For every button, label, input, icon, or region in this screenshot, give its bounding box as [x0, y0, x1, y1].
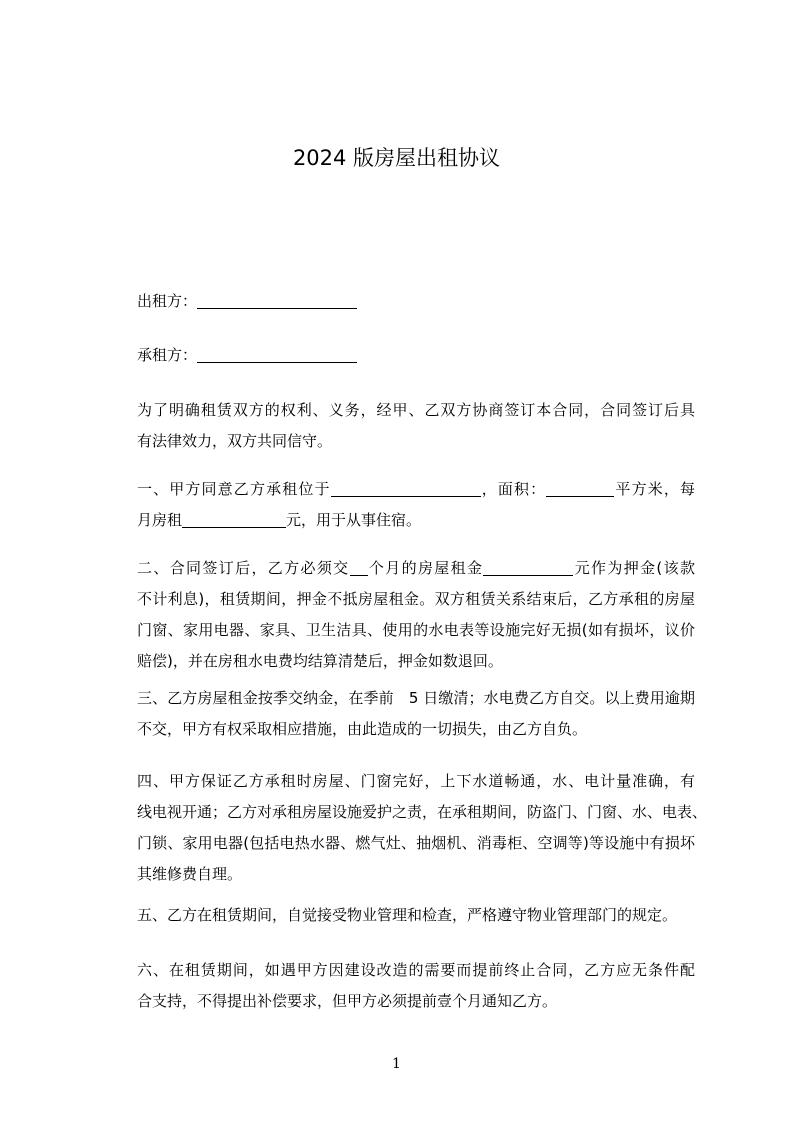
- lessor-label: 出租方：: [137, 292, 198, 310]
- lessee-field: [137, 345, 357, 365]
- clause-1: [99, 474, 695, 536]
- clause-6: [99, 955, 695, 1017]
- clause-1-line-2: [99, 505, 695, 536]
- lessee-label: 承租方：: [137, 346, 198, 364]
- clause-1-text-a: 一、甲方同意乙方承租位于: [137, 480, 331, 498]
- clause-2-line-4: 赔偿)，并在房租水电费均结算清楚后，押金如数退回。: [137, 652, 503, 670]
- intro-line-1: 为了明确租赁双方的权利、义务，经甲、乙双方协商签订本合同，合同签订后具: [137, 401, 695, 419]
- clause-2-line-2: 不计利息)，租赁期间，押金不抵房屋租金。双方租赁关系结束后，乙方承租的房屋: [137, 590, 695, 608]
- intro-paragraph: [99, 395, 695, 457]
- clause-3-line-1: 三、乙方房屋租金按季交纳金，在季前 5 日缴清；水电费乙方自交。以上费用逾期: [137, 689, 695, 707]
- clause-2-line-1: [99, 553, 695, 584]
- months-blank: [350, 559, 368, 576]
- intro-line-2: 有法律效力，双方共同信守。: [137, 432, 333, 450]
- clause-3: [99, 683, 695, 745]
- clause-4-line-3: 门锁、家用电器(包括电热水器、燃气灶、抽烟机、消毒柜、空调等)等设施中有损坏: [137, 834, 695, 852]
- clause-6-line-2: 合支持，不得提出补偿要求，但甲方必须提前壹个月通知乙方。: [137, 992, 558, 1010]
- clause-4-line-4: 其维修费自理。: [137, 865, 243, 883]
- page-number: 1: [392, 1056, 401, 1072]
- clause-2-text-a: 二、合同签订后，乙方必须交: [137, 559, 350, 577]
- document-title: 2024 版房屋出租协议: [292, 146, 501, 170]
- clause-1-text-c: 平方米，每: [614, 480, 695, 498]
- clause-4-line-1: 四、甲方保证乙方承租时房屋、门窗完好，上下水道畅通，水、电计量准确，有: [137, 772, 695, 790]
- clause-1-text-b: ，面积：: [480, 480, 547, 498]
- clause-4-line-2: 线电视开通；乙方对承租房屋设施爱护之责，在承租期间，防盗门、门窗、水、电表、: [137, 803, 708, 821]
- clause-6-line-1: 六、在租赁期间，如遇甲方因建设改造的需要而提前终止合同，乙方应无条件配: [137, 961, 695, 979]
- clause-4: [99, 766, 708, 890]
- clause-1-line-1: [99, 474, 695, 505]
- clause-2: [99, 553, 695, 677]
- lessor-blank: [197, 292, 357, 309]
- area-blank: [546, 480, 614, 497]
- clause-2-text-c: 元作为押金(该款: [573, 559, 695, 577]
- monthly-rent-blank: [182, 511, 286, 528]
- lessor-field: [137, 291, 357, 311]
- clause-2-line-3: 门窗、家用电器、家具、卫生洁具、使用的水电表等设施完好无损(如有损坏，议价: [137, 621, 695, 639]
- clause-5: [99, 900, 695, 931]
- clause-2-text-b: 个月的房屋租金: [367, 559, 484, 577]
- clause-1-text-d: 月房租: [137, 511, 183, 529]
- clause-5-line-1: 五、乙方在租赁期间，自觉接受物业管理和检查，严格遵守物业管理部门的规定。: [137, 906, 678, 924]
- lessee-blank: [197, 346, 357, 363]
- clause-3-line-2: 不交，甲方有权采取相应措施，由此造成的一切损失，由乙方自负。: [137, 720, 588, 738]
- location-blank: [331, 480, 481, 497]
- clause-1-text-e: 元，用于从事住宿。: [286, 511, 422, 529]
- deposit-blank: [483, 559, 573, 576]
